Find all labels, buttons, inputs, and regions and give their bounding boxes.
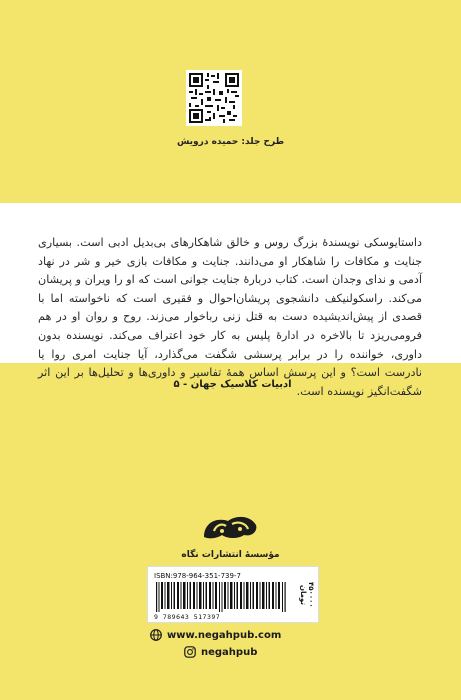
barcode-sticker — [147, 566, 319, 623]
publisher-logo — [198, 511, 262, 545]
qr-code — [186, 70, 242, 126]
cover-designer-credit: طرح جلد: حمیده درویش — [176, 137, 285, 147]
price-label: ۴۵۰۰۰۰ تومان — [299, 582, 315, 608]
instagram-link[interactable] — [184, 646, 257, 658]
instagram-icon — [184, 646, 196, 658]
isbn-text: ISBN:978-964-351-739-7 — [154, 572, 241, 580]
publisher-logo-mark — [198, 511, 262, 545]
instagram-handle: negahpub — [201, 646, 258, 658]
barcode-graphic — [154, 582, 294, 612]
barcode-bars — [154, 582, 294, 612]
qr-code-pattern — [189, 73, 239, 123]
description-paragraph: داستایوسکی نویسندهٔ بزرگ روس و خالق شاهکارهای بی‌بدیل ادبی است. بسیاری جنایت و مکافات را شاهکار او می‌دانند. جنایت و مکافات بازی خیر و شر در نهاد آدمی و ندای وجدان است. کتاب دربارهٔ جنایت جوانی است که او را ویران و پریشان می‌کند. راسکولنیکف دانشجوی پریشان‌احوال و فقیری است که ناخواسته اما با قصدی از پیش‌اندیشیده دست به قتل زنی رباخوار می‌زند. روح و روان او در هم فرومی‌ریزد تا بالاخره در ادارهٔ پلیس به کار خود اعتراف می‌کند. نویسنده بدون داوری، خواننده را در برابر پرسشی شگفت می‌گذارد، آیا جنایت امری روا یا نادرست است؟ و این پرسش اساس همهٔ تفاسیر و داوری‌ها و تحلیل‌ها بر این اثر شگفت‌انگیز نویسنده است. — [38, 236, 422, 398]
globe-icon — [150, 629, 162, 641]
publisher-name: مؤسسهٔ انتشارات نگاه — [181, 550, 280, 560]
barcode-number: 9 789643 517397 — [154, 613, 221, 621]
website-text: www.negahpub.com — [167, 629, 282, 641]
series-title: ادبیات کلاسیک جهان - ۵ — [173, 379, 292, 390]
website-link[interactable] — [150, 629, 281, 641]
